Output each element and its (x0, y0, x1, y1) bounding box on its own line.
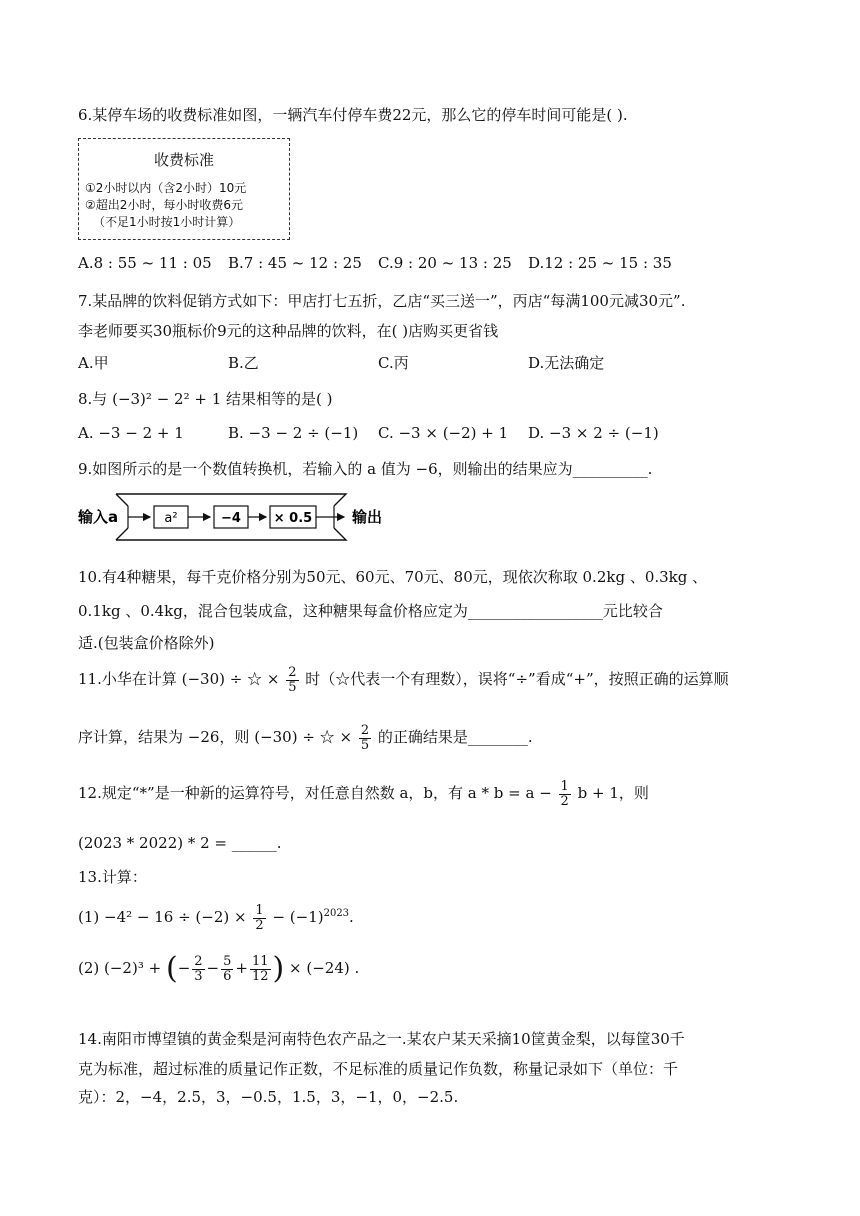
converter-step-square: a² (164, 511, 178, 526)
q11-text-d: 的正确结果是________. (377, 728, 533, 747)
q11-text-a: 11.小华在计算 (78, 670, 177, 689)
q6-option-a: A.8 : 55 ~ 11 : 05 (78, 254, 212, 272)
q14-line-1: 14.南阳市博望镇的黄金梨是河南特色农产品之一.某农户某天采摘10筐黄金梨，以每筐30千 (78, 1030, 685, 1048)
q11-expression: (−30) ÷ ☆ × (181, 670, 280, 689)
q13-part2-expr-end: × (−24) . (289, 959, 360, 977)
q10-line-1: 10.有4种糖果，每千克价格分别为50元、60元、70元、80元，现依次称取 0.2kg 、0.3kg 、 (78, 568, 708, 586)
q12-text: 12.规定“*”是一种新的运算符号，对任意自然数 a，b，有 (78, 784, 464, 803)
q6-option-b: B.7 : 45 ~ 12 : 25 (228, 254, 362, 272)
q10-line-3: 适.(包装盒价格除外) (78, 634, 215, 652)
q12-definition-b: b + 1，则 (577, 784, 649, 803)
converter-input-label: 输入a (78, 508, 119, 526)
q13-title: 13.计算： (78, 868, 147, 886)
q13-part-2: (2) (−2)³ + (− $\frac{2}{3}$ − $\frac{5}{6}$ + $\frac{11}{12}$ ) × (−24) . (78, 951, 360, 986)
fee-rule-note: （不足1小时按1小时计算） (93, 215, 241, 229)
q14-line-3: 克）：2，−4，2.5，3，−0.5，1.5，3，−1，0，−2.5. (78, 1088, 459, 1106)
q7-option-c: C.丙 (378, 354, 409, 372)
q8-prefix: 8.与 (78, 390, 108, 408)
q13-exponent: 2023 (323, 908, 350, 920)
q8-suffix: 结果相等的是( ) (226, 390, 333, 408)
fee-rule-2: ②超出2小时，每小时收费6元 (85, 198, 244, 212)
q11-line-1 (78, 666, 729, 694)
q13-part-1: (1) −4² − 16 ÷ (−2) × $\frac{1}{2}$ − $(-1)^{2023}$. (78, 903, 354, 933)
fee-rule-1: ①2小时以内（含2小时）10元 (85, 181, 247, 195)
q8-option-d: D. −3 × 2 ÷ (−1) (528, 424, 659, 442)
converter-step-times-half: × 0.5 (273, 511, 313, 526)
q6-option-c: C.9 : 20 ~ 13 : 25 (378, 254, 512, 272)
q13-part1-expr-b: − (−1) (272, 908, 324, 927)
fraction-eleven-twelfths: $\frac{11}{12}$ (251, 953, 269, 984)
q11-text-b: 时（☆代表一个有理数），误将“÷”看成“+”，按照正确的运算顺 (305, 670, 729, 689)
q12-line-2: (2023 * 2022) * 2 = ______. (78, 834, 282, 852)
q7-line-2: 李老师要买30瓶标价9元的这种品牌的饮料，在( )店购买更省钱 (78, 322, 499, 340)
q13-part2-expr-a: (2) (−2)³ + (78, 959, 162, 977)
fraction-five-sixths: $\frac{5}{6}$ (223, 953, 232, 984)
q11-expression-2: (−30) ÷ ☆ × (254, 728, 353, 747)
q8-option-c: C. −3 × (−2) + 1 (378, 424, 509, 442)
fraction-one-half: $\frac{1}{2}$ (560, 779, 569, 809)
q7-line-1: 7.某品牌的饮料促销方式如下：甲店打七五折，乙店“买三送一”，丙店“每满100元减30元”. (78, 292, 686, 310)
q11-text-c: 序计算，结果为 −26，则 (78, 728, 250, 747)
converter-output-label: 输出 (352, 508, 383, 526)
converter-step-minus4: −4 (221, 511, 241, 526)
q6-text: 6.某停车场的收费标准如图，一辆汽车付停车费22元，那么它的停车时间可能是( ). (78, 106, 628, 124)
fraction-one-half: $\frac{1}{2}$ (255, 903, 264, 933)
q7-option-a: A.甲 (78, 354, 109, 372)
q8-text (78, 388, 333, 409)
number-converter-diagram (76, 486, 396, 548)
q8-option-a: A. −3 − 2 + 1 (78, 424, 184, 442)
q7-option-b: B.乙 (228, 354, 259, 372)
fraction-two-fifths: $\frac{2}{5}$ (288, 665, 297, 695)
fraction-two-thirds: $\frac{2}{3}$ (194, 953, 203, 984)
q10-line-2: 0.1kg 、0.4kg，混合包装成盒，这种糖果每盒价格应定为__________________元比较合 (78, 602, 663, 620)
q12-definition-a: a * b = a − (467, 784, 552, 803)
fee-standard-box (78, 138, 290, 240)
q9-text: 9.如图所示的是一个数值转换机，若输入的 a 值为 −6，则输出的结果应为__________. (78, 460, 653, 478)
q11-line-2 (78, 724, 533, 752)
q8-option-b: B. −3 − 2 ÷ (−1) (228, 424, 359, 442)
fraction-two-fifths: $\frac{2}{5}$ (360, 723, 370, 753)
q13-part1-expr-a: (1) −4² − 16 ÷ (−2) × (78, 908, 247, 927)
q7-option-d: D.无法确定 (528, 354, 605, 372)
q6-option-d: D.12 : 25 ~ 15 : 35 (528, 254, 672, 272)
q12-line-1 (78, 780, 649, 808)
q8-expression: (−3)² − 2² + 1 (112, 390, 222, 408)
fee-box-title: 收费标准 (153, 151, 214, 169)
q14-line-2: 克为标准，超过标准的质量记作正数，不足标准的质量记作负数，称量记录如下（单位：千 (78, 1060, 679, 1078)
